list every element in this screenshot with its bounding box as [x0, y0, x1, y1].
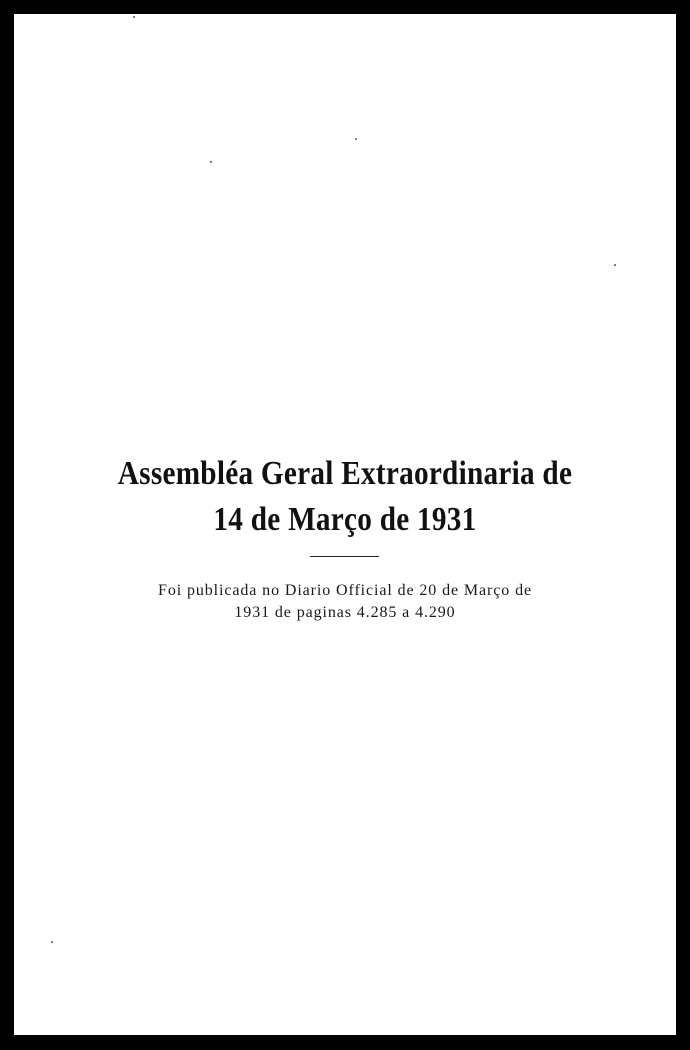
publication-note-line-1: Foi publicada no Diario Official de 20 de Março de — [158, 582, 532, 599]
document-title-line-1: Assembléa Geral Extraordinaria de — [117, 455, 573, 492]
scan-speck — [614, 264, 616, 266]
document-page — [14, 14, 676, 1035]
document-title-line-2: 14 de Março de 1931 — [213, 501, 477, 538]
scan-speck — [51, 941, 53, 943]
scan-speck — [133, 16, 135, 18]
scan-speck — [355, 138, 357, 140]
scan-speck — [210, 161, 212, 163]
publication-note-line-2: 1931 de paginas 4.285 a 4.290 — [234, 604, 456, 621]
title-divider — [310, 556, 379, 557]
